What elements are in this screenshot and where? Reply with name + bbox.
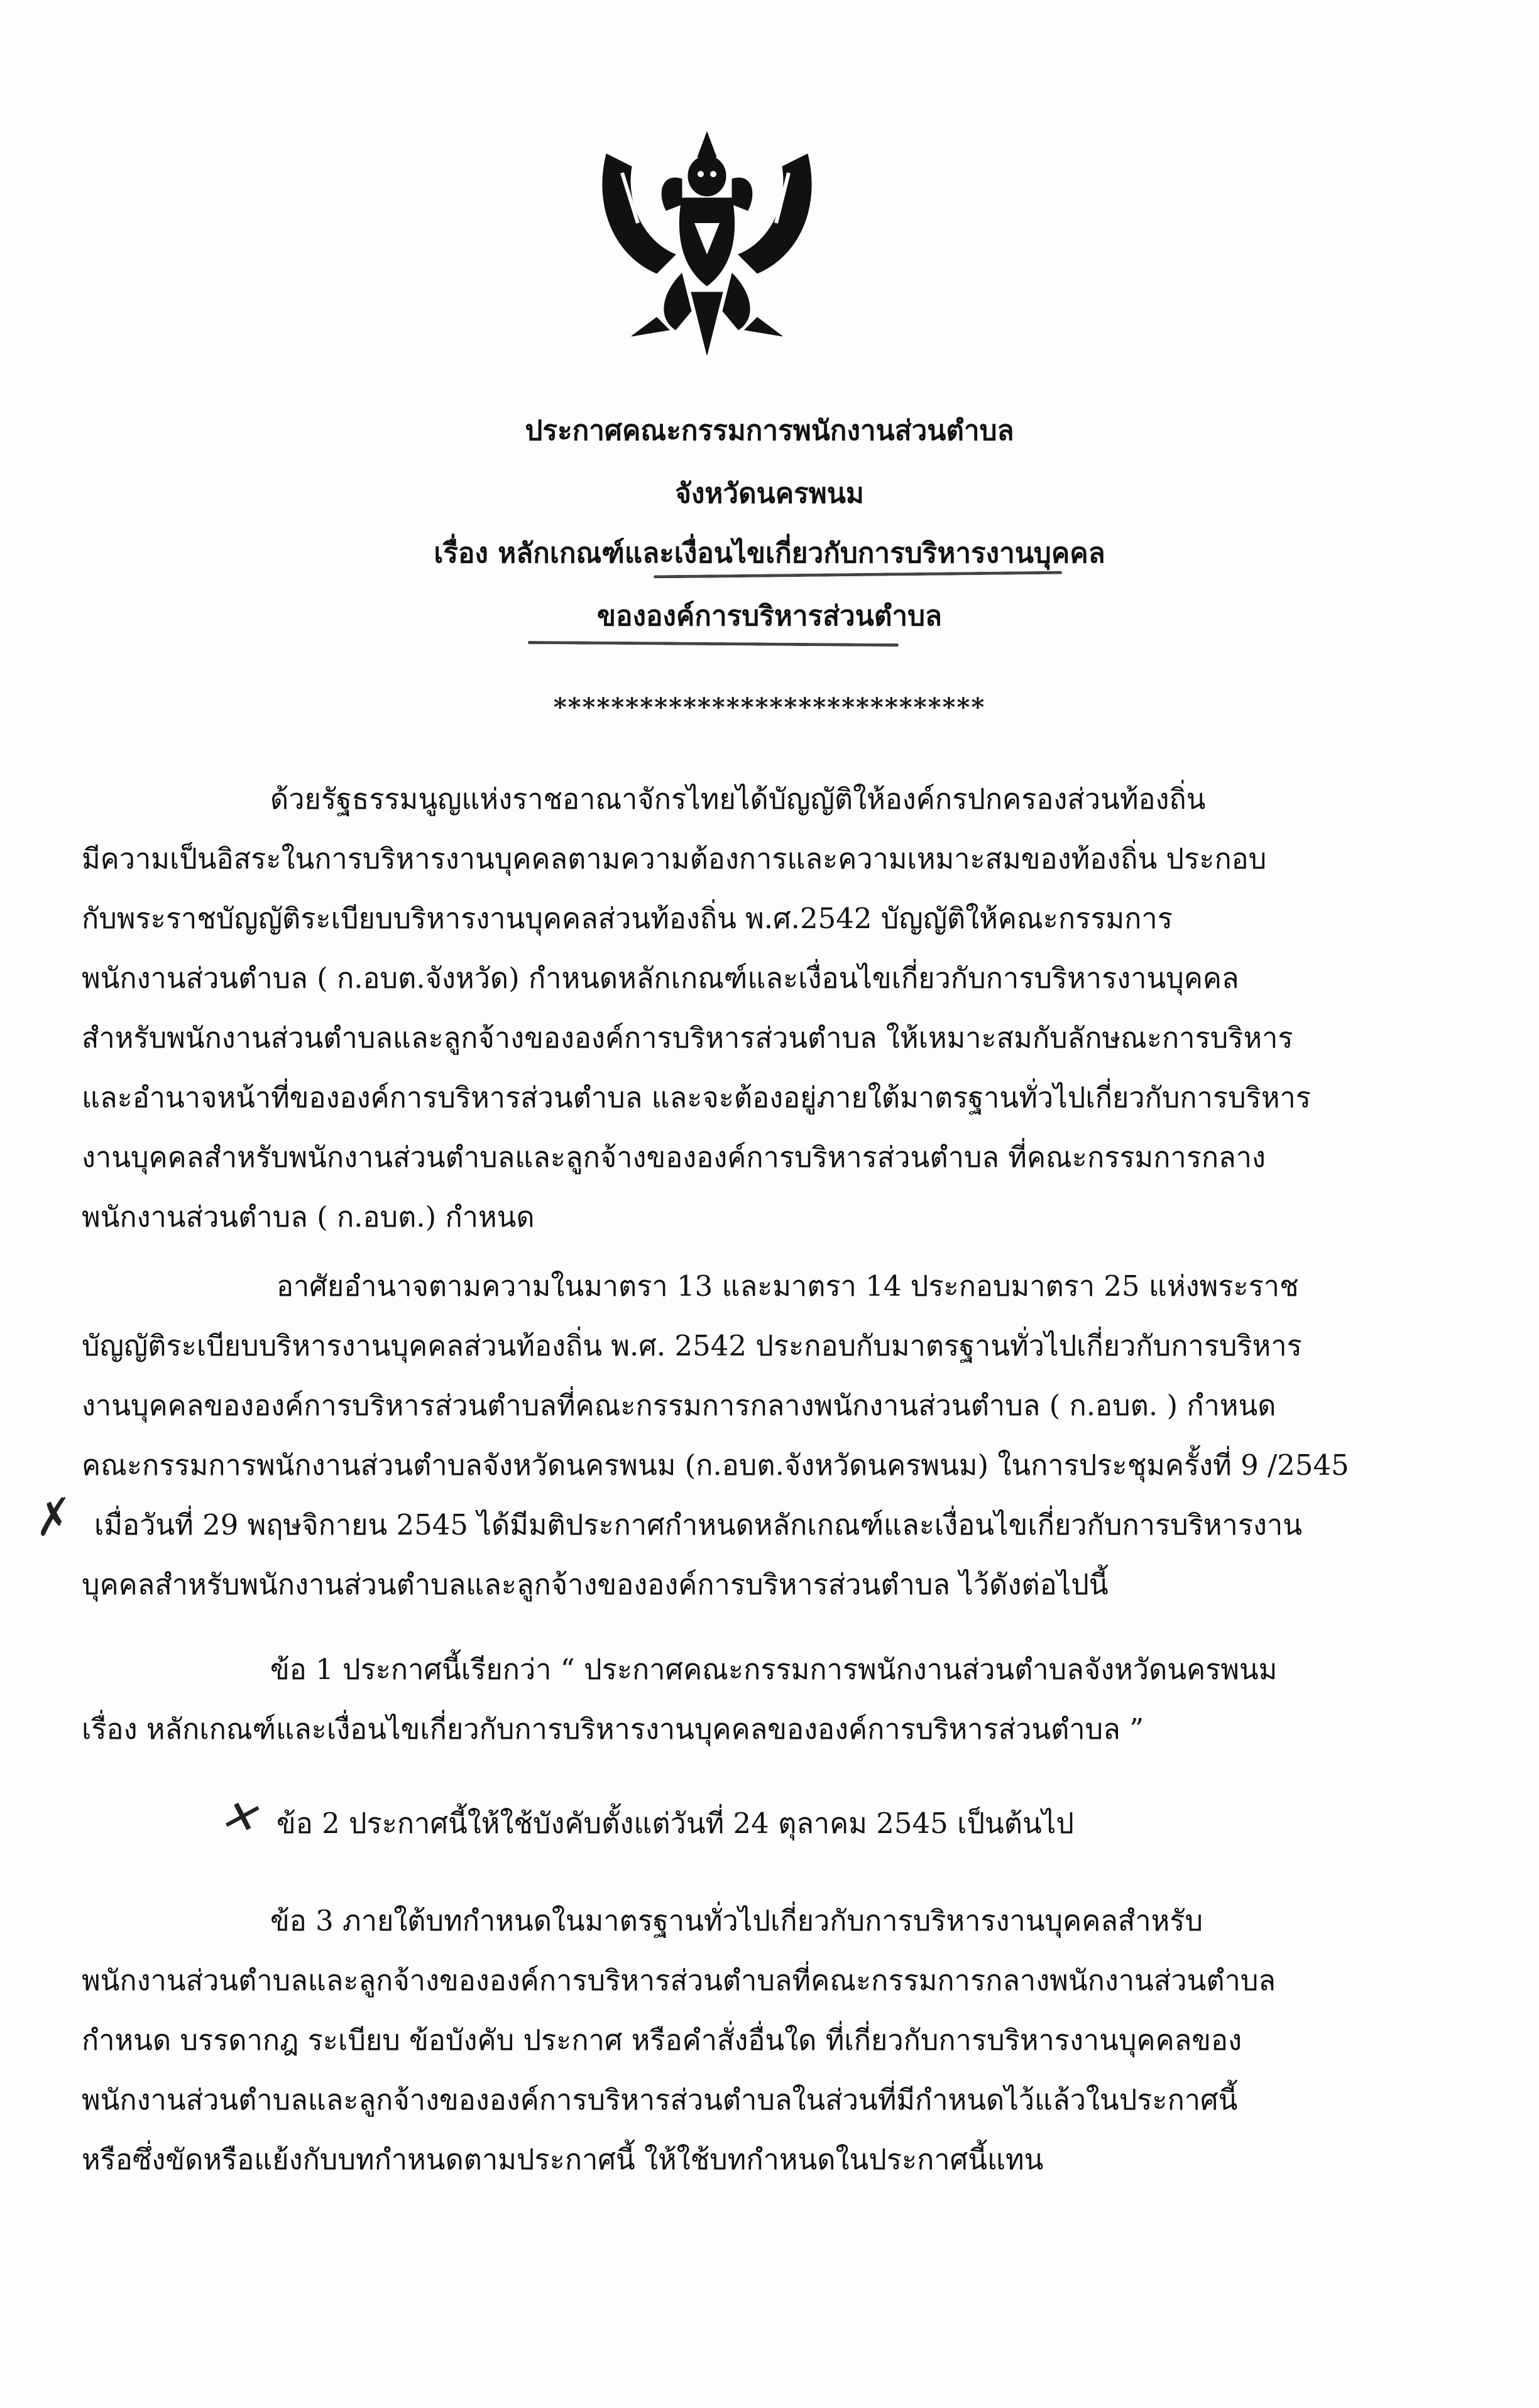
title-line-2: จังหวัดนครพนม <box>675 478 864 510</box>
separator: ****************************** <box>553 692 986 722</box>
clause-2-line: ข้อ 2 ประกาศนี้ให้ใช้บังคับตั้งแต่วันที่ 24 ตุลาคม 2545 เป็นต้นไป <box>277 1807 1074 1840</box>
paragraph-line: ด้วยรัฐธรรมนูญแห่งราชอาณาจักรไทยได้บัญญัติให้องค์กรปกครองส่วนท้องถิ่น <box>270 782 1206 816</box>
clause-3-line: ข้อ 3 ภายใต้บทกำหนดในมาตรฐานทั่วไปเกี่ยวกับการบริหารงานบุคคลสำหรับ <box>270 1904 1203 1937</box>
paragraph-line: บัญญัติระเบียบบริหารงานบุคคลส่วนท้องถิ่น พ.ศ. 2542 ประกอบกับมาตรฐานทั่วไปเกี่ยวกับการบริหาร <box>82 1329 1302 1362</box>
paragraph-line: กับพระราชบัญญัติระเบียบบริหารงานบุคคลส่วนท้องถิ่น พ.ศ.2542 บัญญัติให้คณะกรรมการ <box>82 902 1173 935</box>
pen-underline-2 <box>528 641 899 647</box>
title-line-4: ขององค์การบริหารส่วนตำบล <box>596 600 943 632</box>
paragraph-line: อาศัยอำนาจตามความในมาตรา 13 และมาตรา 14 ประกอบมาตรา 25 แห่งพระราช <box>277 1269 1299 1303</box>
paragraph-line: บุคคลสำหรับพนักงานส่วนตำบลและลูกจ้างขององค์การบริหารส่วนตำบล ไว้ดังต่อไปนี้ <box>82 1568 1109 1601</box>
clause-3-line: พนักงานส่วนตำบลและลูกจ้างขององค์การบริหารส่วนตำบลที่คณะกรรมการกลางพนักงานส่วนตำบล <box>82 1964 1276 1997</box>
handwritten-check-icon: ✗ <box>25 1488 75 1548</box>
paragraph-line: พนักงานส่วนตำบล ( ก.อบต.) กำหนด <box>82 1200 535 1234</box>
clause-3-line: หรือซึ่งขัดหรือแย้งกับบทกำหนดตามประกาศนี้ ให้ใช้บทกำหนดในประกาศนี้แทน <box>82 2143 1044 2176</box>
clause-1-line: เรื่อง หลักเกณฑ์และเงื่อนไขเกี่ยวกับการบริหารงานบุคคลขององค์การบริหารส่วนตำบล ” <box>82 1712 1144 1746</box>
handwritten-tick-icon: ✕ <box>216 1788 261 1846</box>
title-line-1: ประกาศคณะกรรมการพนักงานส่วนตำบล <box>525 415 1014 447</box>
paragraph-line: สำหรับพนักงานส่วนตำบลและลูกจ้างขององค์การบริหารส่วนตำบล ให้เหมาะสมกับลักษณะการบริหาร <box>82 1021 1293 1054</box>
garuda-emblem-icon <box>588 129 826 368</box>
clause-1-line: ข้อ 1 ประกาศนี้เรียกว่า “ ประกาศคณะกรรมการพนักงานส่วนตำบลจังหวัดนครพนม <box>270 1653 1278 1686</box>
paragraph-line: งานบุคคลสำหรับพนักงานส่วนตำบลและลูกจ้างขององค์การบริหารส่วนตำบล ที่คณะกรรมการกลาง <box>82 1141 1266 1174</box>
paragraph-line: เมื่อวันที่ 29 พฤษจิกายน 2545 ได้มีมติประกาศกำหนดหลักเกณฑ์และเงื่อนไขเกี่ยวกับการบริหารงาน <box>94 1508 1302 1541</box>
title-line-3: เรื่อง หลักเกณฑ์และเงื่อนไขเกี่ยวกับการบริหารงานบุคคล <box>434 537 1105 569</box>
paragraph-line: คณะกรรมการพนักงานส่วนตำบลจังหวัดนครพนม (ก.อบต.จังหวัดนครพนม) ในการประชุมครั้งที่ 9 /2545 <box>82 1448 1349 1482</box>
clause-3-line: พนักงานส่วนตำบลและลูกจ้างขององค์การบริหารส่วนตำบลในส่วนที่มีกำหนดไว้แล้วในประกาศนี้ <box>82 2083 1238 2116</box>
paragraph-line: พนักงานส่วนตำบล ( ก.อบต.จังหวัด) กำหนดหลักเกณฑ์และเงื่อนไขเกี่ยวกับการบริหารงานบุคคล <box>82 961 1239 995</box>
paragraph-line: และอำนาจหน้าที่ขององค์การบริหารส่วนตำบล และจะต้องอยู่ภายใต้มาตรฐานทั่วไปเกี่ยวกับการบริหาร <box>82 1081 1311 1114</box>
clause-3-line: กำหนด บรรดากฎ ระเบียบ ข้อบังคับ ประกาศ หรือคำสั่งอื่นใด ที่เกี่ยวกับการบริหารงานบุคคลของ <box>82 2023 1242 2057</box>
paragraph-line: มีความเป็นอิสระในการบริหารงานบุคคลตามความต้องการและความเหมาะสมของท้องถิ่น ประกอบ <box>82 842 1267 875</box>
paragraph-line: งานบุคคลขององค์การบริหารส่วนตำบลที่คณะกรรมการกลางพนักงานส่วนตำบล ( ก.อบต. ) กำหนด <box>82 1389 1276 1422</box>
